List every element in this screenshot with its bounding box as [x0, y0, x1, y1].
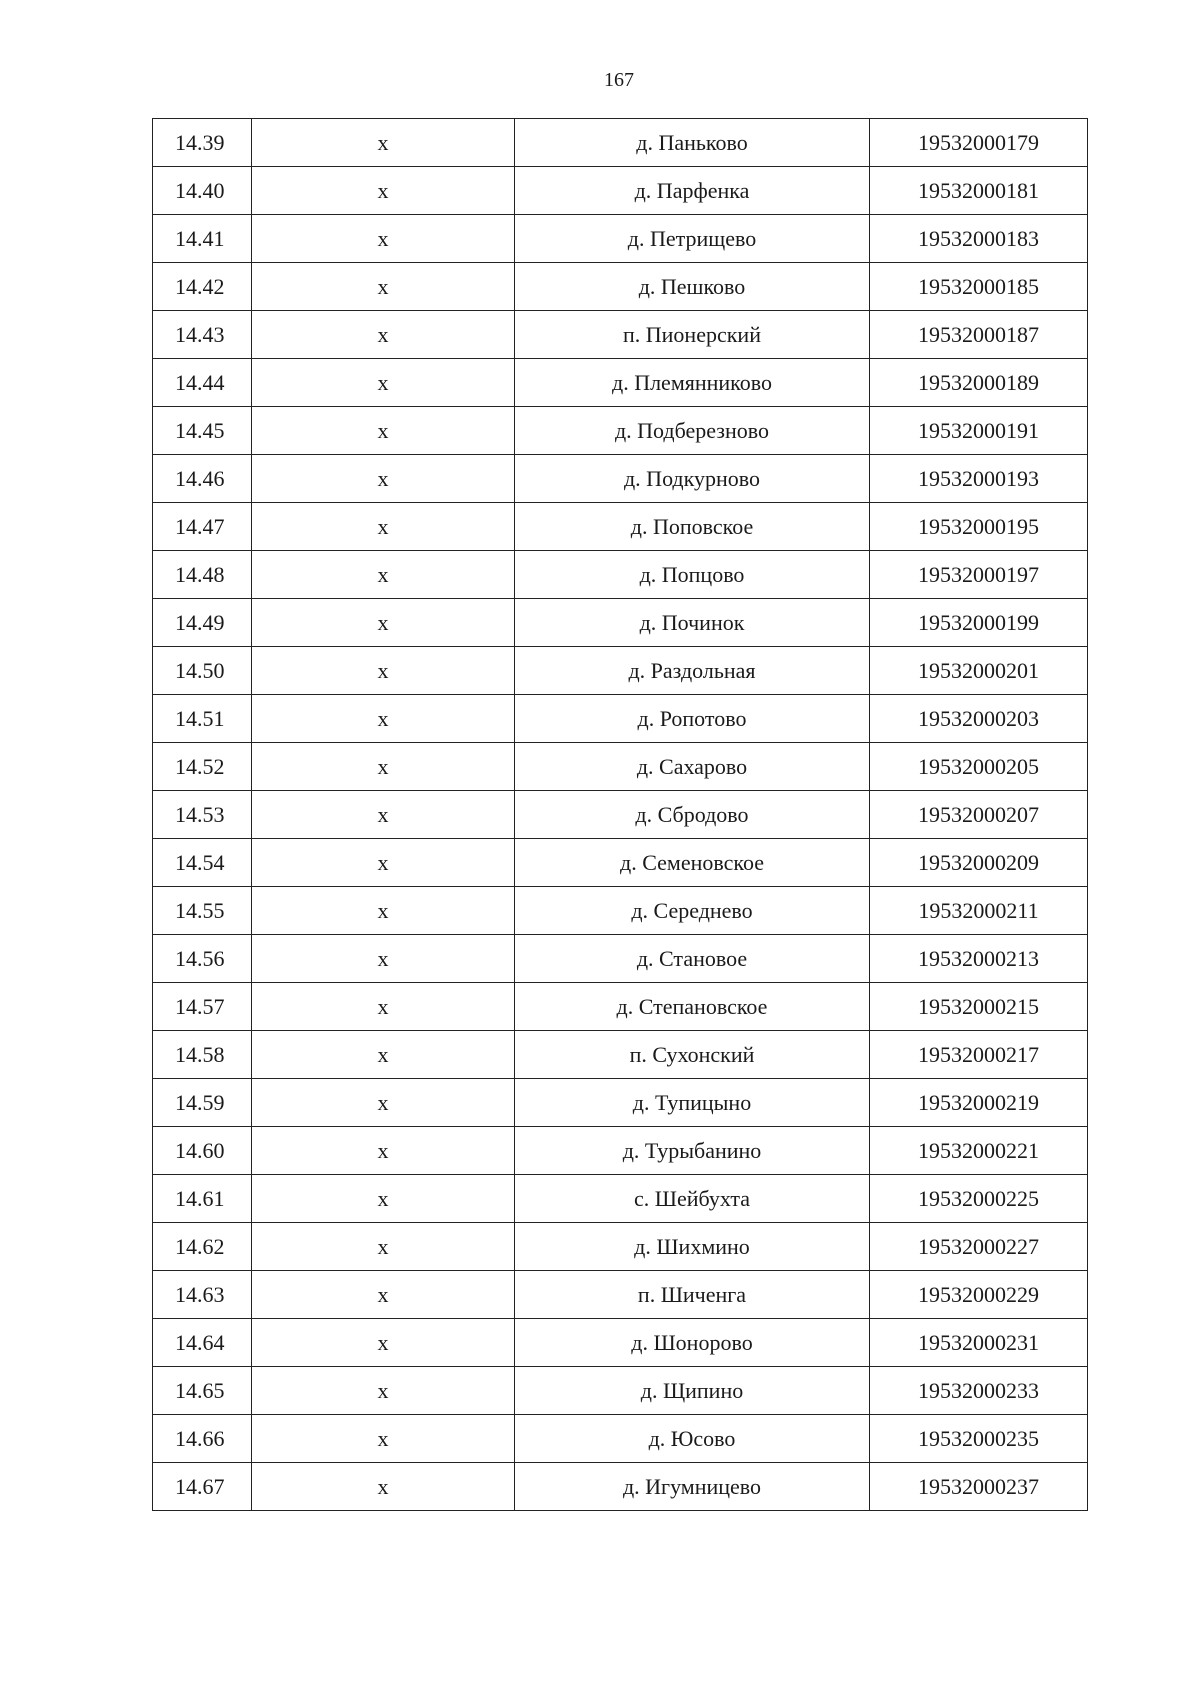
settlement-name-cell: п. Пионерский: [515, 311, 870, 359]
row-number-cell: 14.65: [153, 1367, 252, 1415]
table-row: [153, 455, 1088, 503]
mark-cell: х: [252, 791, 515, 839]
page-number: 167: [604, 69, 634, 91]
mark-cell: х: [252, 263, 515, 311]
mark-cell: х: [252, 647, 515, 695]
table-row: [153, 743, 1088, 791]
mark-cell: х: [252, 743, 515, 791]
table-row: [153, 263, 1088, 311]
table-row: [153, 359, 1088, 407]
table-body: [153, 119, 1088, 1511]
mark-cell: х: [252, 983, 515, 1031]
mark-cell: х: [252, 407, 515, 455]
mark-cell: х: [252, 839, 515, 887]
row-number-cell: 14.43: [153, 311, 252, 359]
oktmo-code-cell: 19532000207: [870, 791, 1088, 839]
table-row: [153, 1271, 1088, 1319]
oktmo-code-cell: 19532000217: [870, 1031, 1088, 1079]
row-number-cell: 14.63: [153, 1271, 252, 1319]
mark-cell: х: [252, 887, 515, 935]
table-row: [153, 695, 1088, 743]
table-row: [153, 839, 1088, 887]
settlement-name-cell: п. Сухонский: [515, 1031, 870, 1079]
table-row: [153, 935, 1088, 983]
settlement-name-cell: д. Починок: [515, 599, 870, 647]
settlement-name-cell: п. Шиченга: [515, 1271, 870, 1319]
settlement-name-cell: д. Раздольная: [515, 647, 870, 695]
table-row: [153, 1031, 1088, 1079]
settlement-name-cell: д. Поповское: [515, 503, 870, 551]
table-row: [153, 1079, 1088, 1127]
row-number-cell: 14.62: [153, 1223, 252, 1271]
oktmo-code-cell: 19532000203: [870, 695, 1088, 743]
row-number-cell: 14.47: [153, 503, 252, 551]
row-number-cell: 14.61: [153, 1175, 252, 1223]
mark-cell: х: [252, 599, 515, 647]
mark-cell: х: [252, 1031, 515, 1079]
oktmo-code-cell: 19532000197: [870, 551, 1088, 599]
row-number-cell: 14.60: [153, 1127, 252, 1175]
oktmo-code-cell: 19532000219: [870, 1079, 1088, 1127]
row-number-cell: 14.39: [153, 119, 252, 167]
settlement-name-cell: д. Подкурново: [515, 455, 870, 503]
oktmo-code-cell: 19532000187: [870, 311, 1088, 359]
mark-cell: х: [252, 1367, 515, 1415]
row-number-cell: 14.64: [153, 1319, 252, 1367]
oktmo-code-cell: 19532000191: [870, 407, 1088, 455]
row-number-cell: 14.42: [153, 263, 252, 311]
mark-cell: х: [252, 215, 515, 263]
oktmo-code-cell: 19532000215: [870, 983, 1088, 1031]
row-number-cell: 14.67: [153, 1463, 252, 1511]
row-number-cell: 14.50: [153, 647, 252, 695]
oktmo-code-cell: 19532000235: [870, 1415, 1088, 1463]
oktmo-code-cell: 19532000181: [870, 167, 1088, 215]
table-row: [153, 1175, 1088, 1223]
mark-cell: х: [252, 503, 515, 551]
table-row: [153, 119, 1088, 167]
settlement-name-cell: д. Степановское: [515, 983, 870, 1031]
row-number-cell: 14.45: [153, 407, 252, 455]
mark-cell: х: [252, 359, 515, 407]
settlement-name-cell: д. Шихмино: [515, 1223, 870, 1271]
row-number-cell: 14.54: [153, 839, 252, 887]
table-row: [153, 311, 1088, 359]
settlement-name-cell: д. Шонорово: [515, 1319, 870, 1367]
oktmo-code-cell: 19532000185: [870, 263, 1088, 311]
oktmo-code-cell: 19532000231: [870, 1319, 1088, 1367]
settlement-name-cell: д. Паньково: [515, 119, 870, 167]
mark-cell: х: [252, 1127, 515, 1175]
table-row: [153, 1127, 1088, 1175]
settlement-name-cell: д. Семеновское: [515, 839, 870, 887]
settlement-name-cell: д. Племянниково: [515, 359, 870, 407]
table-row: [153, 887, 1088, 935]
oktmo-code-cell: 19532000199: [870, 599, 1088, 647]
oktmo-code-cell: 19532000195: [870, 503, 1088, 551]
oktmo-code-cell: 19532000193: [870, 455, 1088, 503]
settlement-name-cell: д. Попцово: [515, 551, 870, 599]
row-number-cell: 14.49: [153, 599, 252, 647]
table-row: [153, 1367, 1088, 1415]
settlement-name-cell: д. Юсово: [515, 1415, 870, 1463]
oktmo-code-cell: 19532000229: [870, 1271, 1088, 1319]
mark-cell: х: [252, 167, 515, 215]
oktmo-code-cell: 19532000221: [870, 1127, 1088, 1175]
oktmo-code-cell: 19532000209: [870, 839, 1088, 887]
mark-cell: х: [252, 311, 515, 359]
mark-cell: х: [252, 1271, 515, 1319]
oktmo-code-cell: 19532000183: [870, 215, 1088, 263]
settlement-name-cell: д. Парфенка: [515, 167, 870, 215]
table-row: [153, 407, 1088, 455]
row-number-cell: 14.57: [153, 983, 252, 1031]
row-number-cell: 14.46: [153, 455, 252, 503]
oktmo-code-cell: 19532000213: [870, 935, 1088, 983]
row-number-cell: 14.44: [153, 359, 252, 407]
row-number-cell: 14.48: [153, 551, 252, 599]
mark-cell: х: [252, 1175, 515, 1223]
table-row: [153, 167, 1088, 215]
oktmo-code-cell: 19532000227: [870, 1223, 1088, 1271]
oktmo-code-cell: 19532000205: [870, 743, 1088, 791]
oktmo-code-cell: 19532000211: [870, 887, 1088, 935]
mark-cell: х: [252, 1463, 515, 1511]
table-row: [153, 1463, 1088, 1511]
settlement-name-cell: д. Подберезново: [515, 407, 870, 455]
row-number-cell: 14.41: [153, 215, 252, 263]
table-row: [153, 791, 1088, 839]
settlement-name-cell: д. Сахарово: [515, 743, 870, 791]
mark-cell: х: [252, 1415, 515, 1463]
settlement-name-cell: д. Сбродово: [515, 791, 870, 839]
oktmo-code-cell: 19532000189: [870, 359, 1088, 407]
row-number-cell: 14.58: [153, 1031, 252, 1079]
settlement-name-cell: д. Тупицыно: [515, 1079, 870, 1127]
mark-cell: х: [252, 935, 515, 983]
mark-cell: х: [252, 119, 515, 167]
settlement-name-cell: д. Пешково: [515, 263, 870, 311]
oktmo-code-cell: 19532000237: [870, 1463, 1088, 1511]
mark-cell: х: [252, 551, 515, 599]
table-row: [153, 647, 1088, 695]
row-number-cell: 14.59: [153, 1079, 252, 1127]
settlements-table: [152, 118, 1088, 1511]
table-row: [153, 983, 1088, 1031]
settlement-name-cell: с. Шейбухта: [515, 1175, 870, 1223]
oktmo-code-cell: 19532000179: [870, 119, 1088, 167]
table-row: [153, 215, 1088, 263]
mark-cell: х: [252, 695, 515, 743]
settlement-name-cell: д. Середнево: [515, 887, 870, 935]
row-number-cell: 14.51: [153, 695, 252, 743]
settlement-name-cell: д. Турыбанино: [515, 1127, 870, 1175]
mark-cell: х: [252, 1079, 515, 1127]
settlement-name-cell: д. Игумницево: [515, 1463, 870, 1511]
settlement-name-cell: д. Петрищево: [515, 215, 870, 263]
settlement-name-cell: д. Ропотово: [515, 695, 870, 743]
mark-cell: х: [252, 455, 515, 503]
table-row: [153, 503, 1088, 551]
row-number-cell: 14.56: [153, 935, 252, 983]
oktmo-code-cell: 19532000233: [870, 1367, 1088, 1415]
oktmo-code-cell: 19532000201: [870, 647, 1088, 695]
table-row: [153, 1415, 1088, 1463]
oktmo-code-cell: 19532000225: [870, 1175, 1088, 1223]
settlement-name-cell: д. Становое: [515, 935, 870, 983]
table-row: [153, 1223, 1088, 1271]
table-row: [153, 599, 1088, 647]
settlement-name-cell: д. Щипино: [515, 1367, 870, 1415]
mark-cell: х: [252, 1223, 515, 1271]
row-number-cell: 14.66: [153, 1415, 252, 1463]
row-number-cell: 14.52: [153, 743, 252, 791]
table-row: [153, 551, 1088, 599]
row-number-cell: 14.55: [153, 887, 252, 935]
row-number-cell: 14.40: [153, 167, 252, 215]
table-row: [153, 1319, 1088, 1367]
row-number-cell: 14.53: [153, 791, 252, 839]
mark-cell: х: [252, 1319, 515, 1367]
